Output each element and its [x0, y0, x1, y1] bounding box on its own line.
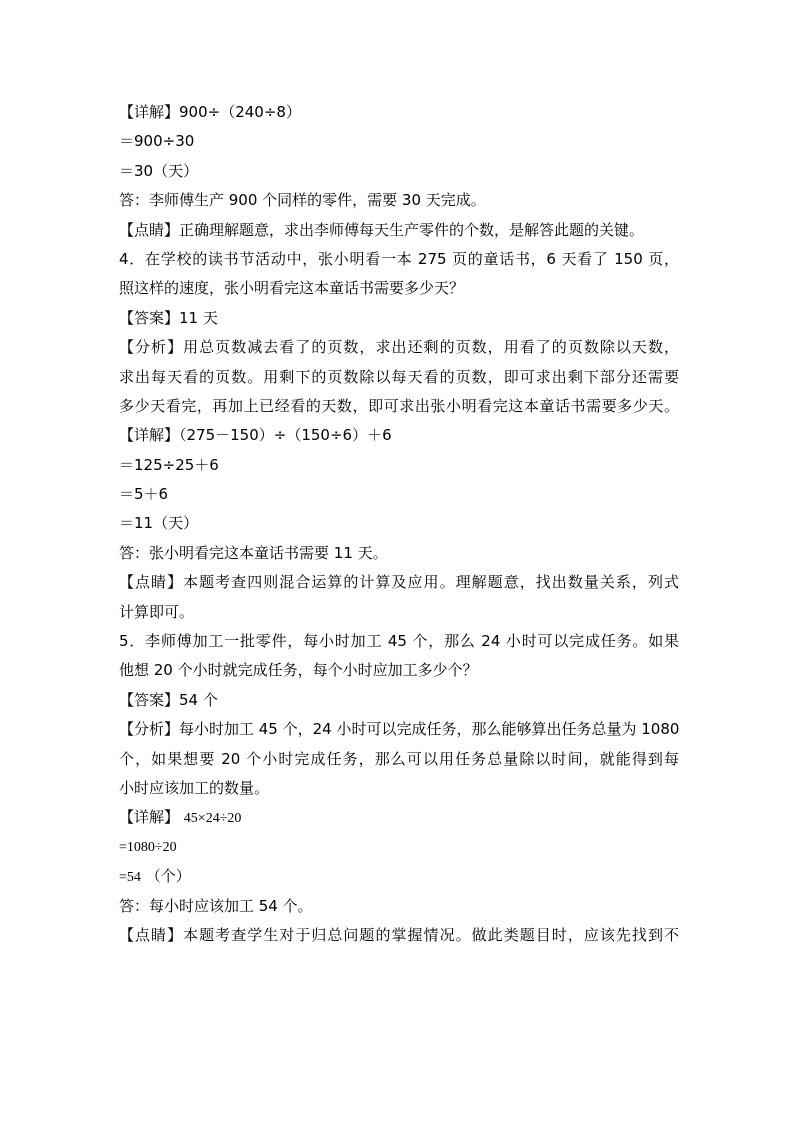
- question-5-line: 他想 20 个小时就完成任务，每个小时应加工多少个？: [119, 661, 478, 680]
- comment-line: 【点睛】本题考查学生对于归总问题的掌握情况。做此类题目时，应该先找到不: [119, 925, 679, 944]
- detail-line-q4: 【详解】（275－150）÷（150÷6）＋6: [119, 426, 392, 445]
- question-4-line: 4．在学校的读书节活动中，张小明看一本 275 页的童话书，6 天看了 150 页，: [119, 249, 679, 268]
- comment-line: 计算即可。: [119, 602, 195, 621]
- calc-step-line: ＝900÷30: [119, 132, 195, 151]
- formula-result-unit: （个）: [145, 867, 191, 886]
- detail-line-q3: 【详解】900÷（240÷8）: [119, 103, 301, 121]
- analysis-line: 小时应该加工的数量。: [119, 778, 270, 797]
- question-5-line: 5．李师傅加工一批零件，每小时加工 45 个，那么 24 小时可以完成任务。如果: [119, 632, 679, 651]
- answer-statement-line: 答：每小时应该加工 54 个。: [119, 896, 313, 915]
- detail-label: 【详解】: [119, 808, 180, 827]
- analysis-line: 多少天看完，再加上已经看的天数，即可求出张小明看完这本童话书需要多少天。: [119, 396, 679, 415]
- formula-result-line: [119, 862, 679, 891]
- formula-result-value: =54: [119, 870, 141, 886]
- answer-line: 【答案】54 个: [119, 690, 218, 709]
- calc-step-line: ＝5＋6: [119, 485, 169, 504]
- detail-line-q5: [119, 803, 679, 832]
- formula-step: =1080÷20: [119, 839, 177, 855]
- calc-step-line: ＝30（天）: [119, 161, 199, 180]
- question-4-line: 照这样的速度，张小明看完这本童话书需要多少天？: [119, 279, 465, 298]
- document-content: [119, 98, 679, 950]
- calc-step-line: ＝125÷25＋6: [119, 455, 219, 474]
- analysis-line: 求出每天看的页数。用剩下的页数除以每天看的页数，即可求出剩下部分还需要: [119, 367, 679, 386]
- comment-line: 【点睛】正确理解题意，求出李师傅每天生产零件的个数，是解答此题的关键。: [119, 220, 645, 239]
- analysis-line: 【分析】每小时加工 45 个，24 小时可以完成任务，那么能够算出任务总量为 1080: [119, 720, 679, 739]
- calc-step-line: ＝11（天）: [119, 514, 199, 533]
- answer-line: 【答案】11 天: [119, 308, 218, 327]
- comment-line: 【点睛】本题考查四则混合运算的计算及应用。理解题意，找出数量关系，列式: [119, 573, 679, 592]
- formula-expression: 45×24÷20: [183, 811, 242, 827]
- analysis-line: 【分析】用总页数减去看了的页数，求出还剩的页数，用看了的页数除以天数，: [119, 338, 679, 357]
- answer-statement-line: 答：张小明看完这本童话书需要 11 天。: [119, 543, 388, 562]
- analysis-line: 个，如果想要 20 个小时完成任务，那么可以用任务总量除以时间，就能得到每: [119, 749, 679, 768]
- answer-statement-line: 答：李师傅生产 900 个同样的零件，需要 30 天完成。: [119, 191, 486, 210]
